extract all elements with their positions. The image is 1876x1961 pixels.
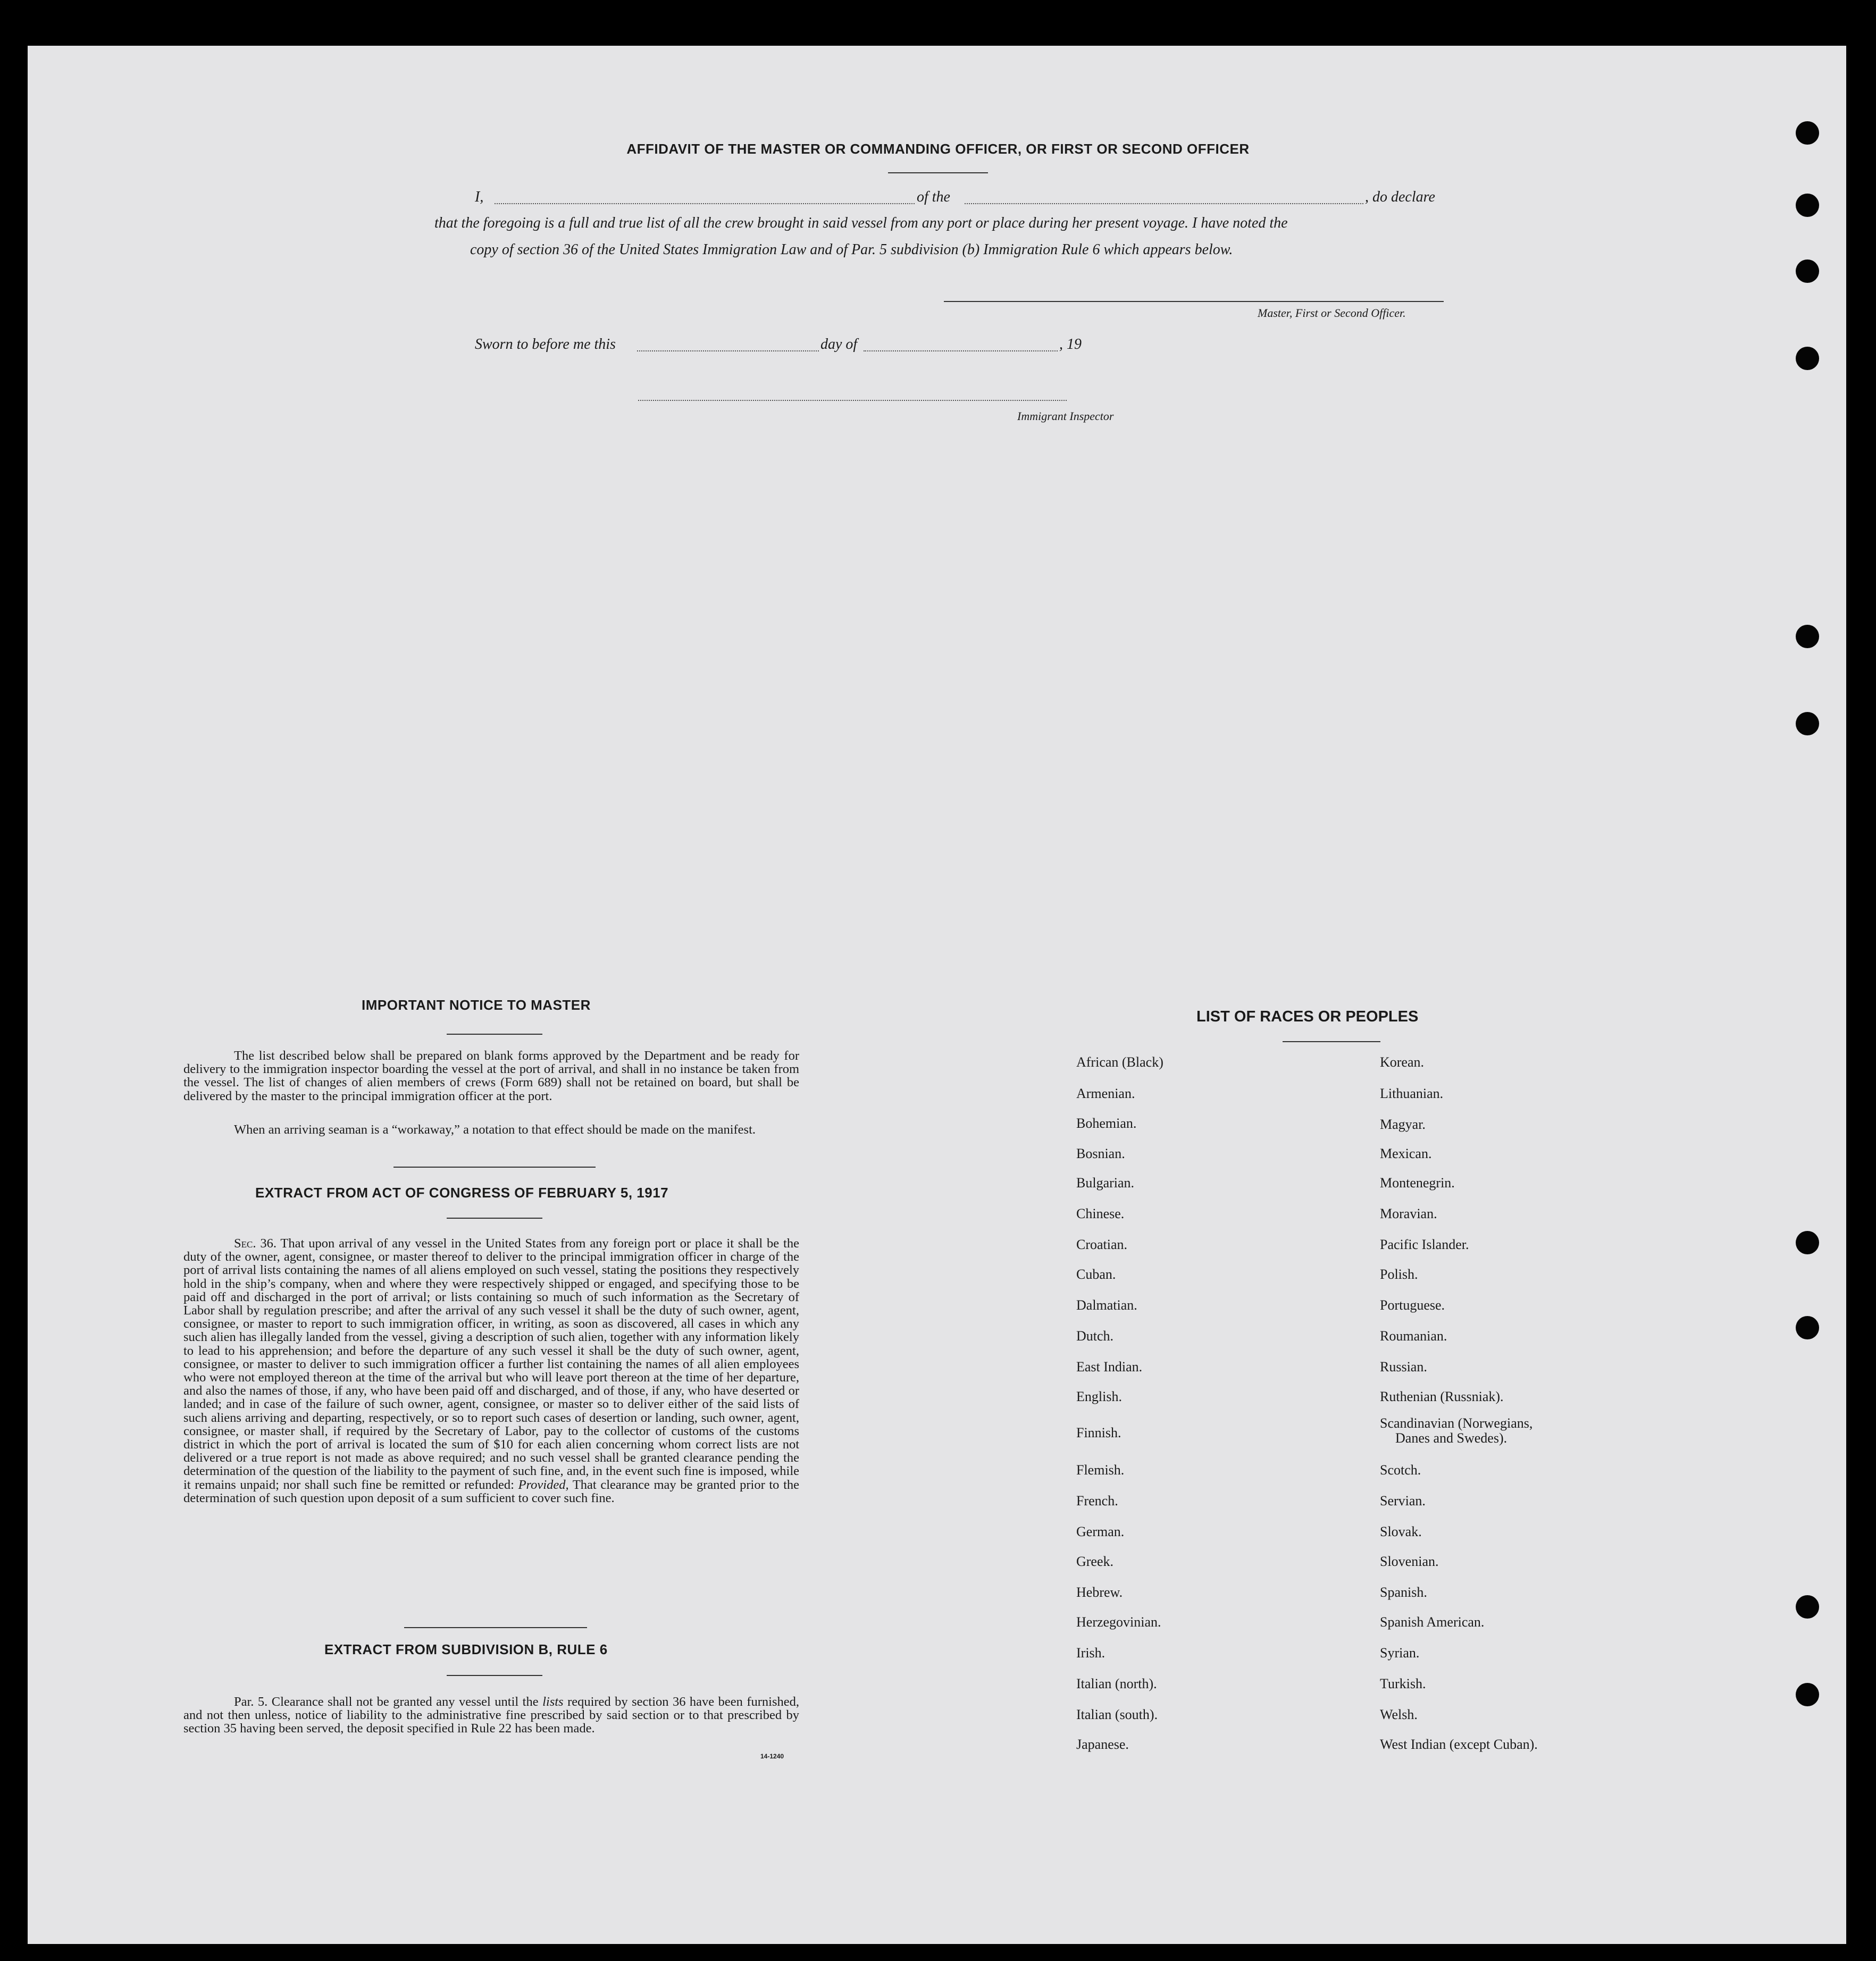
binder-hole — [1796, 625, 1819, 648]
race-item: East Indian. — [1076, 1359, 1143, 1375]
race-item: Ruthenian (Russniak). — [1380, 1389, 1504, 1404]
vessel-field[interactable] — [965, 203, 1363, 204]
month-field[interactable] — [864, 350, 1058, 351]
race-item: Russian. — [1380, 1359, 1427, 1375]
binder-hole — [1796, 1231, 1819, 1254]
race-item: Slovak. — [1380, 1524, 1422, 1539]
sworn-text: Sworn to before me this — [475, 336, 616, 353]
binder-hole — [1796, 1683, 1819, 1706]
binder-hole — [1796, 1316, 1819, 1339]
race-item: Bulgarian. — [1076, 1175, 1135, 1191]
race-item: Spanish. — [1380, 1585, 1427, 1600]
binder-hole — [1796, 194, 1819, 217]
race-item: Italian (north). — [1076, 1676, 1157, 1691]
notice-para-2: When an arriving seaman is a “workaway,” a notation to that effect should be made on the manifest. — [234, 1122, 756, 1137]
race-item: Welsh. — [1380, 1707, 1418, 1722]
master-signature-label: Master, First or Second Officer. — [1258, 306, 1406, 320]
race-item: West Indian (except Cuban). — [1380, 1737, 1538, 1752]
divider — [404, 1627, 587, 1628]
master-signature-line[interactable] — [944, 301, 1444, 302]
affidavit-title: AFFIDAVIT OF THE MASTER OR COMMANDING OFFICER, OR FIRST OR SECOND OFFICER — [626, 141, 1250, 157]
notice-title: IMPORTANT NOTICE TO MASTER — [362, 997, 591, 1013]
binder-hole — [1796, 1595, 1819, 1619]
races-title: LIST OF RACES OR PEOPLES — [1196, 1008, 1419, 1025]
race-item: English. — [1076, 1389, 1122, 1404]
inspector-signature-line[interactable] — [638, 400, 1067, 401]
race-item: Lithuanian. — [1380, 1086, 1444, 1101]
race-item: Portuguese. — [1380, 1297, 1445, 1313]
race-item: Scandinavian (Norwegians, — [1380, 1415, 1533, 1431]
rule-text-b: required by section 36 have been furnished, and not then unless, notice of liability to the administrative fine prescribed by said section or to that prescribed by section 35 having been served, the deposit specified in Rule 22 has been made. — [183, 1695, 800, 1736]
race-item: Japanese. — [1076, 1737, 1129, 1752]
race-item: Herzegovinian. — [1076, 1614, 1161, 1630]
section-body: That upon arrival of any vessel in the United States from any foreign port or place it shall be the duty of the owner, agent, consignee, or master thereof to deliver to the principal immigration officer in charge of the port of arrival lists containing the names of all aliens employed on such vessel, stating the positions they respectively hold in the ship’s company, when and where they were respectively shipped or engaged, and specifying those to be paid off and discharged in the port of arrival; or lists containing so much of such information as the Secretary of Labor shall by regulation prescribe; and after the arrival of any such vessel it shall be the duty of such owner, agent, consignee, or master to report to such immigration officer, in writing, as soon as discovered, all cases in which any such alien has illegally landed from the vessel, giving a description of such alien, together with any information likely to lead to his apprehension; and before the departure of any such vessel it shall be the duty of such owner, agent, consignee, or master to deliver to such immigration officer a further list containing the names of all alien employees who were not employed thereon at the time of the arrival but who will leave port thereon at the time of her departure, and also the names of those, if any, who have been paid off and discharged, and of those, if any, who have deserted or landed; and in case of the failure of such owner, agent, consignee, or master so to deliver either of the said lists of such aliens arriving and departing, respectively, or so to report such cases of desertion or landing, such owner, agent, consignee, or master shall, if required by the Secretary of Labor, pay to the collector of customs of the customs district in which the port of arrival is located the sum of $10 for each alien concerning whom correct lists are not delivered or a true report is not made as above required; and no such vessel shall be granted clearance pending the determination of the question of the liability to the payment of such fine, and, in the event such fine is imposed, while it remains unpaid; nor shall such fine be remitted or refunded: — [183, 1236, 799, 1492]
race-item: Dalmatian. — [1076, 1297, 1137, 1313]
race-item: Greek. — [1076, 1554, 1114, 1569]
divider — [447, 1034, 542, 1035]
race-item: Irish. — [1076, 1645, 1106, 1661]
rule-text-a: Par. 5. Clearance shall not be granted any vessel until the — [234, 1695, 539, 1709]
race-item: Bohemian. — [1076, 1116, 1137, 1131]
race-item: Pacific Islander. — [1380, 1237, 1469, 1252]
race-item: Korean. — [1380, 1054, 1425, 1070]
notice-para-1: The list described below shall be prepared on blank forms approved by the Department and be ready for delivery to the immigration inspector boarding the vessel at the port of arrival, and shall in no instance be taken from the vessel. The list of changes of alien members of crews (Form 689) shall not be retained on board, but shall be delivered by the master to the principal immigration officer at the port. — [183, 1049, 799, 1103]
rule-6-text — [183, 1695, 799, 1736]
day-of-label: day of — [820, 336, 858, 353]
section-36-text — [183, 1237, 799, 1505]
divider — [393, 1167, 596, 1168]
year-label: , 19 — [1059, 336, 1082, 353]
race-item: Spanish American. — [1380, 1614, 1485, 1630]
race-item: Servian. — [1380, 1493, 1426, 1509]
race-item: Montenegrin. — [1380, 1175, 1455, 1191]
provided-word: Provided, — [518, 1477, 569, 1492]
divider — [447, 1675, 542, 1676]
race-item: Polish. — [1380, 1267, 1418, 1282]
race-item: Magyar. — [1380, 1117, 1426, 1132]
inspector-label: Immigrant Inspector — [1017, 409, 1114, 423]
race-item: Moravian. — [1380, 1206, 1437, 1221]
section-label: Sec. 36. — [234, 1236, 277, 1251]
race-item: Cuban. — [1076, 1267, 1116, 1282]
race-item: Syrian. — [1380, 1645, 1420, 1661]
form-page — [28, 46, 1846, 1944]
affidavit-of-the: of the — [917, 189, 950, 205]
race-item: German. — [1076, 1524, 1125, 1539]
divider — [447, 1218, 542, 1219]
affidavit-declare: , do declare — [1365, 189, 1435, 205]
race-item: Roumanian. — [1380, 1328, 1447, 1344]
binder-hole — [1796, 259, 1819, 283]
race-item: Danes and Swedes). — [1395, 1430, 1508, 1446]
race-item: Finnish. — [1076, 1425, 1121, 1440]
race-item: Armenian. — [1076, 1086, 1135, 1101]
divider — [1283, 1041, 1380, 1042]
section-body-end: That clearance may be granted prior to the determination of such question upon deposit of a sum sufficient to cover such fine. — [183, 1477, 799, 1505]
affidavit-i: I, — [475, 189, 484, 205]
race-item: Italian (south). — [1076, 1707, 1158, 1722]
race-item: Scotch. — [1380, 1462, 1421, 1478]
race-item: African (Black) — [1076, 1054, 1163, 1070]
name-field[interactable] — [495, 203, 915, 204]
race-item: Chinese. — [1076, 1206, 1125, 1221]
day-field[interactable] — [637, 350, 819, 351]
form-number: 14-1240 — [760, 1753, 784, 1760]
affidavit-text-line2: that the foregoing is a full and true list of all the crew brought in said vessel from any port or place during her present voyage. I have noted the — [434, 215, 1288, 231]
act-extract-title: EXTRACT FROM ACT OF CONGRESS OF FEBRUARY 5, 1917 — [255, 1185, 669, 1201]
race-item: Croatian. — [1076, 1237, 1128, 1252]
divider — [888, 172, 988, 173]
binder-hole — [1796, 347, 1819, 370]
race-item: Flemish. — [1076, 1462, 1125, 1478]
binder-hole — [1796, 712, 1819, 735]
affidavit-text-line3: copy of section 36 of the United States Immigration Law and of Par. 5 subdivision (b) Immigration Rule 6 which appears below. — [470, 241, 1233, 258]
race-item: Mexican. — [1380, 1146, 1432, 1161]
race-item: Dutch. — [1076, 1328, 1114, 1344]
rule-extract-title: EXTRACT FROM SUBDIVISION B, RULE 6 — [324, 1641, 608, 1657]
race-item: French. — [1076, 1493, 1118, 1509]
race-item: Turkish. — [1380, 1676, 1426, 1691]
race-item: Slovenian. — [1380, 1554, 1439, 1569]
race-item: Bosnian. — [1076, 1146, 1125, 1161]
lists-word: lists — [542, 1695, 564, 1709]
race-item: Hebrew. — [1076, 1585, 1123, 1600]
